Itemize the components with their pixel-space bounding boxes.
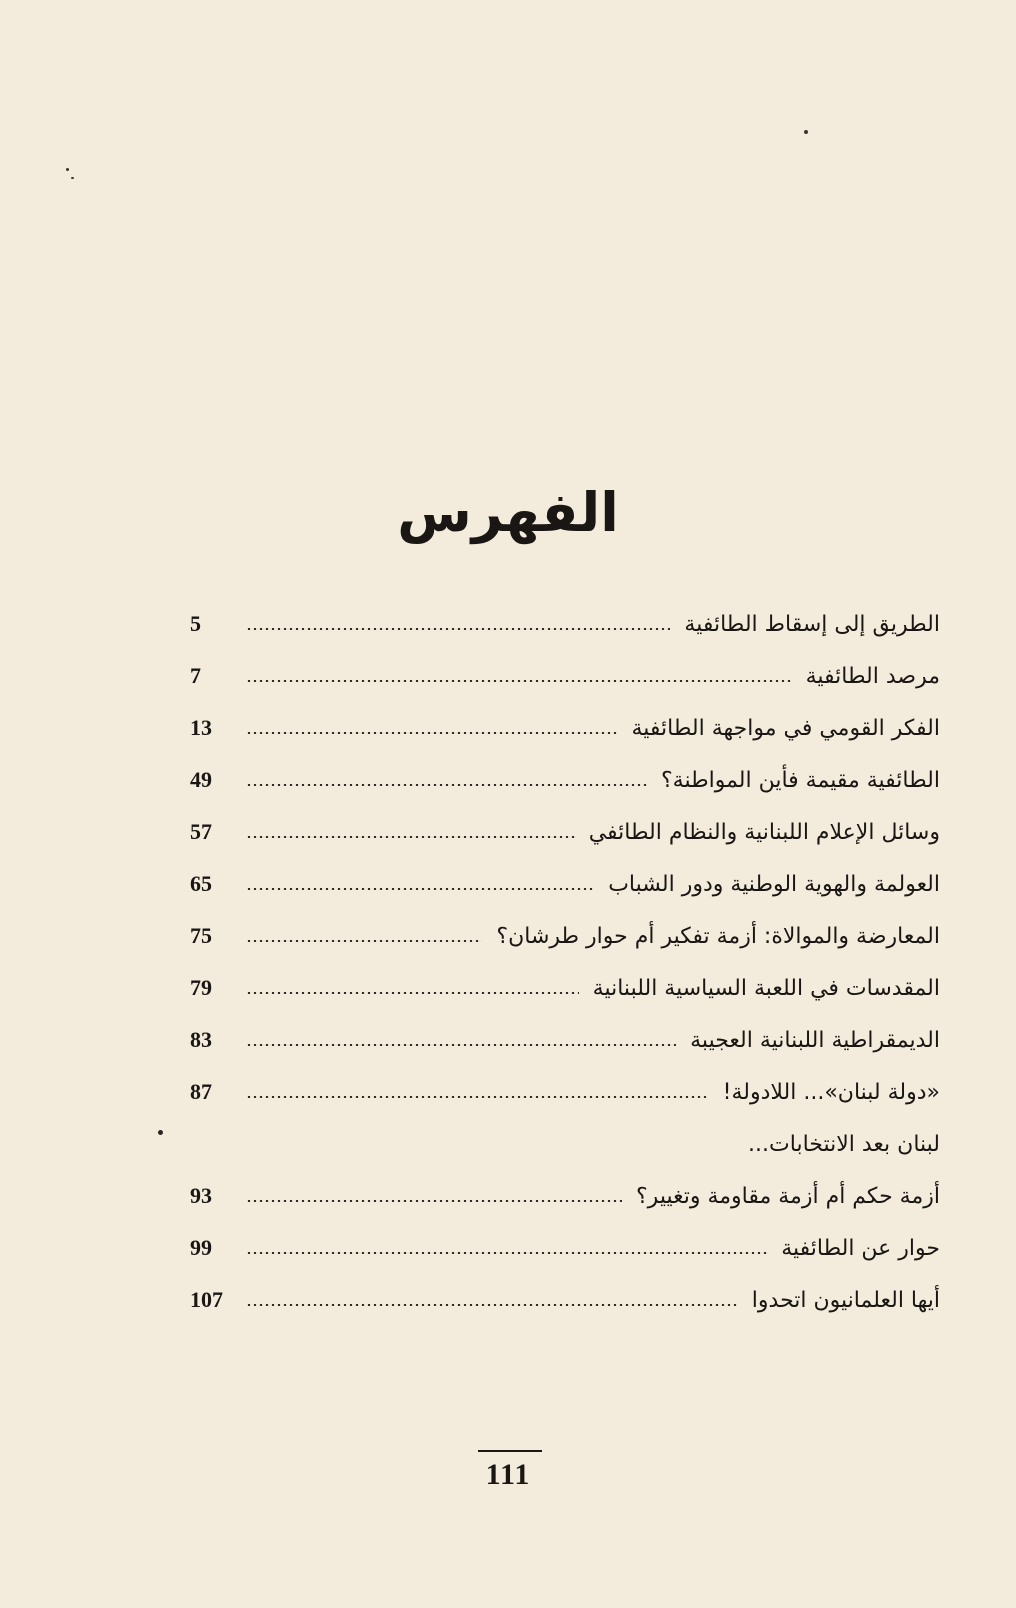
dot-leader: [246, 628, 670, 630]
toc-entry-title: المقدسات في اللعبة السياسية اللبنانية: [592, 975, 940, 1001]
dot-leader: [246, 1044, 676, 1046]
toc-entry: [190, 910, 940, 962]
dot-leader: [246, 888, 594, 890]
footer-rule: [478, 1450, 542, 1452]
toc-entry-title: أيها العلمانيون اتحدوا: [751, 1287, 940, 1313]
toc-entry-title: وسائل الإعلام اللبنانية والنظام الطائفي: [588, 819, 940, 845]
toc-entry-page: 13: [190, 715, 212, 740]
toc-entry-page: 57: [190, 819, 212, 844]
toc-entry-page: 75: [190, 923, 212, 948]
toc-entry-title: مرصد الطائفية: [805, 663, 940, 689]
toc-entry-page: 99: [190, 1235, 212, 1260]
toc-entry-title: «دولة لبنان»... اللادولة!: [722, 1079, 940, 1105]
speck: [804, 130, 808, 134]
table-of-contents: [190, 598, 940, 1326]
toc-entry: [190, 1274, 940, 1326]
toc-entry: [190, 1066, 940, 1118]
dot-leader: [246, 732, 617, 734]
dot-leader: [246, 1252, 767, 1254]
dot-leader: [246, 992, 579, 994]
toc-entry-page: 107: [190, 1287, 223, 1312]
toc-entry: [190, 1170, 940, 1222]
toc-entry: [190, 1014, 940, 1066]
toc-entry-title: لبنان بعد الانتخابات...: [748, 1131, 940, 1157]
toc-entry-title: أزمة حكم أم أزمة مقاومة وتغيير؟: [636, 1183, 940, 1209]
dot-leader: [246, 836, 575, 838]
toc-entry-page: 49: [190, 767, 212, 792]
toc-entry: [190, 806, 940, 858]
toc-entry-page: 93: [190, 1183, 212, 1208]
toc-entry-page: 83: [190, 1027, 212, 1052]
dot-leader: [246, 940, 482, 942]
speck: [66, 168, 69, 171]
toc-entry: [190, 598, 940, 650]
toc-entry-title: المعارضة والموالاة: أزمة تفكير أم حوار طرشان؟: [496, 923, 940, 949]
toc-entry: [190, 962, 940, 1014]
toc-entry-title: الفكر القومي في مواجهة الطائفية: [631, 715, 940, 741]
toc-entry-page: 79: [190, 975, 212, 1000]
toc-entry-title: العولمة والهوية الوطنية ودور الشباب: [608, 871, 940, 897]
dot-leader: [246, 1096, 709, 1098]
dot-leader: [246, 1200, 622, 1202]
page-title: الفهرس: [397, 481, 619, 544]
bullet-mark: [158, 1130, 163, 1135]
toc-entry-title: حوار عن الطائفية: [781, 1235, 940, 1261]
toc-entry-page: 5: [190, 611, 201, 636]
toc-entry-page: 7: [190, 663, 201, 688]
dot-leader: [246, 1304, 738, 1306]
speck: [71, 177, 74, 179]
toc-entry: [190, 754, 940, 806]
dot-leader: [246, 680, 792, 682]
toc-entry-title: الديمقراطية اللبنانية العجيبة: [690, 1027, 940, 1053]
toc-entry-title: الطائفية مقيمة فأين المواطنة؟: [660, 767, 940, 793]
toc-section-heading: [190, 1118, 940, 1170]
toc-entry-title: الطريق إلى إسقاط الطائفية: [684, 611, 940, 637]
page-number: 111: [485, 1458, 531, 1491]
toc-entry: [190, 650, 940, 702]
toc-entry: [190, 858, 940, 910]
toc-entry: [190, 702, 940, 754]
toc-entry: [190, 1222, 940, 1274]
toc-entry-page: 87: [190, 1079, 212, 1104]
dot-leader: [246, 784, 647, 786]
toc-entry-page: 65: [190, 871, 212, 896]
